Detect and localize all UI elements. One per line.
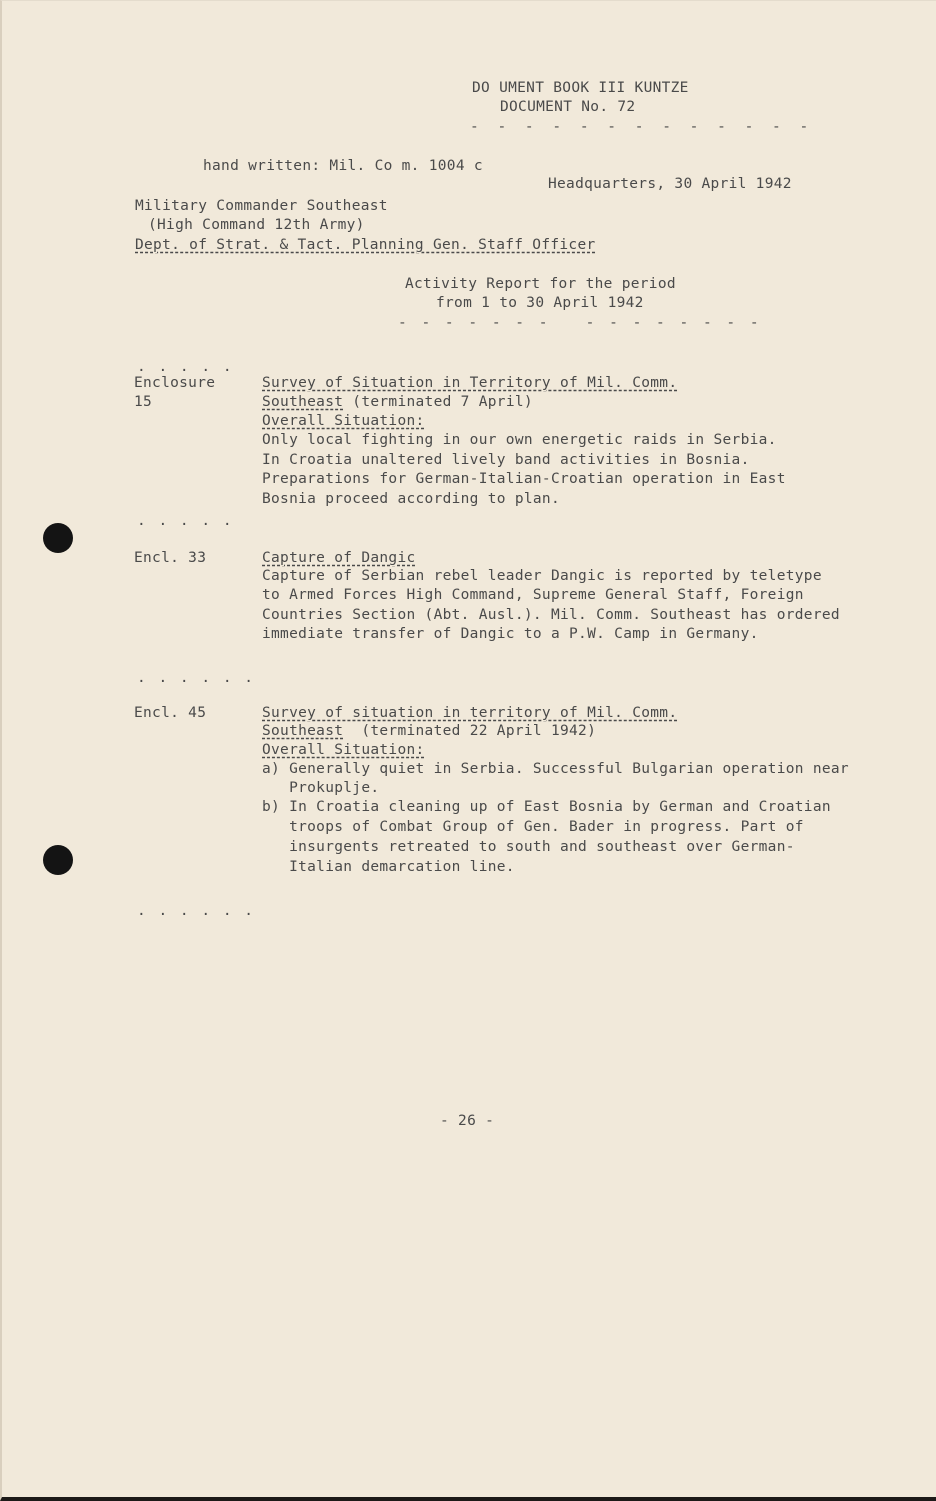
entry-line: Prokuplje. xyxy=(262,780,380,796)
document-number: DOCUMENT No. 72 xyxy=(500,99,636,115)
entry-line: to Armed Forces High Command, Supreme General Staff, Foreign xyxy=(262,587,804,603)
entry-ref: Enclosure xyxy=(134,375,216,391)
entry-heading-line-2 xyxy=(262,393,533,412)
entry-heading-line-2 xyxy=(262,722,596,741)
ellipsis-marker: . . . . . xyxy=(137,513,234,529)
entry-ref: Encl. 45 xyxy=(134,705,207,721)
entry-subheading: Overall Situation: xyxy=(262,413,425,429)
entry-line: Capture of Serbian rebel leader Dangic is reported by teletype xyxy=(262,568,822,584)
entry-line: Bosnia proceed according to plan. xyxy=(262,491,560,507)
entry-heading-rest: (terminated 7 April) xyxy=(343,394,533,410)
ellipsis-marker: . . . . . . xyxy=(137,670,256,686)
entry-heading: Capture of Dangic xyxy=(262,550,416,566)
punch-hole xyxy=(43,523,73,553)
document-book-label: DO UMENT BOOK III KUNTZE xyxy=(472,80,689,96)
entry-line: Only local fighting in our own energetic raids in Serbia. xyxy=(262,432,777,448)
entry-line: b) In Croatia cleaning up of East Bosnia by German and Croatian xyxy=(262,799,831,815)
entry-heading-underlined: Southeast xyxy=(262,394,344,410)
header-rule: - - - - - - - - - - - - - xyxy=(470,119,814,135)
entry-heading-underlined: Southeast xyxy=(262,723,344,739)
entry-line: insurgents retreated to south and southeast over German- xyxy=(262,839,795,855)
report-title-line-2: from 1 to 30 April 1942 xyxy=(436,295,644,311)
entry-line: Preparations for German-Italian-Croatian operation in East xyxy=(262,471,786,487)
place-date: Headquarters, 30 April 1942 xyxy=(548,176,792,192)
entry-line: Italian demarcation line. xyxy=(262,859,515,875)
sender-line-1: Military Commander Southeast xyxy=(135,198,388,214)
entry-line: In Croatia unaltered lively band activities in Bosnia. xyxy=(262,452,750,468)
report-title-rule: - - - - - - - - - - - - - - - xyxy=(398,315,762,331)
handwritten-note: hand written: Mil. Co m. 1004 c xyxy=(203,158,483,174)
entry-ref-number: 15 xyxy=(134,394,153,410)
entry-heading-rest: (terminated 22 April 1942) xyxy=(343,723,597,739)
report-title-line-1: Activity Report for the period xyxy=(405,276,676,292)
entry-line: immediate transfer of Dangic to a P.W. Camp in Germany. xyxy=(262,626,759,642)
entry-heading: Survey of Situation in Territory of Mil. Comm. xyxy=(262,375,678,391)
entry-line: a) Generally quiet in Serbia. Successful Bulgarian operation near xyxy=(262,761,849,777)
ellipsis-marker: . . . . . . xyxy=(137,903,256,919)
entry-ref: Encl. 33 xyxy=(134,550,207,566)
ellipsis-marker: . . . . . xyxy=(137,359,234,375)
entry-heading: Survey of situation in territory of Mil. Comm. xyxy=(262,705,678,721)
sender-line-3: Dept. of Strat. & Tact. Planning Gen. Staff Officer xyxy=(135,237,596,253)
entry-line: troops of Combat Group of Gen. Bader in progress. Part of xyxy=(262,819,804,835)
entry-subheading: Overall Situation: xyxy=(262,742,425,758)
page-number: - 26 - xyxy=(440,1113,495,1129)
sender-line-2: (High Command 12th Army) xyxy=(148,217,365,233)
punch-hole xyxy=(43,845,73,875)
entry-line: Countries Section (Abt. Ausl.). Mil. Comm. Southeast has ordered xyxy=(262,607,840,623)
